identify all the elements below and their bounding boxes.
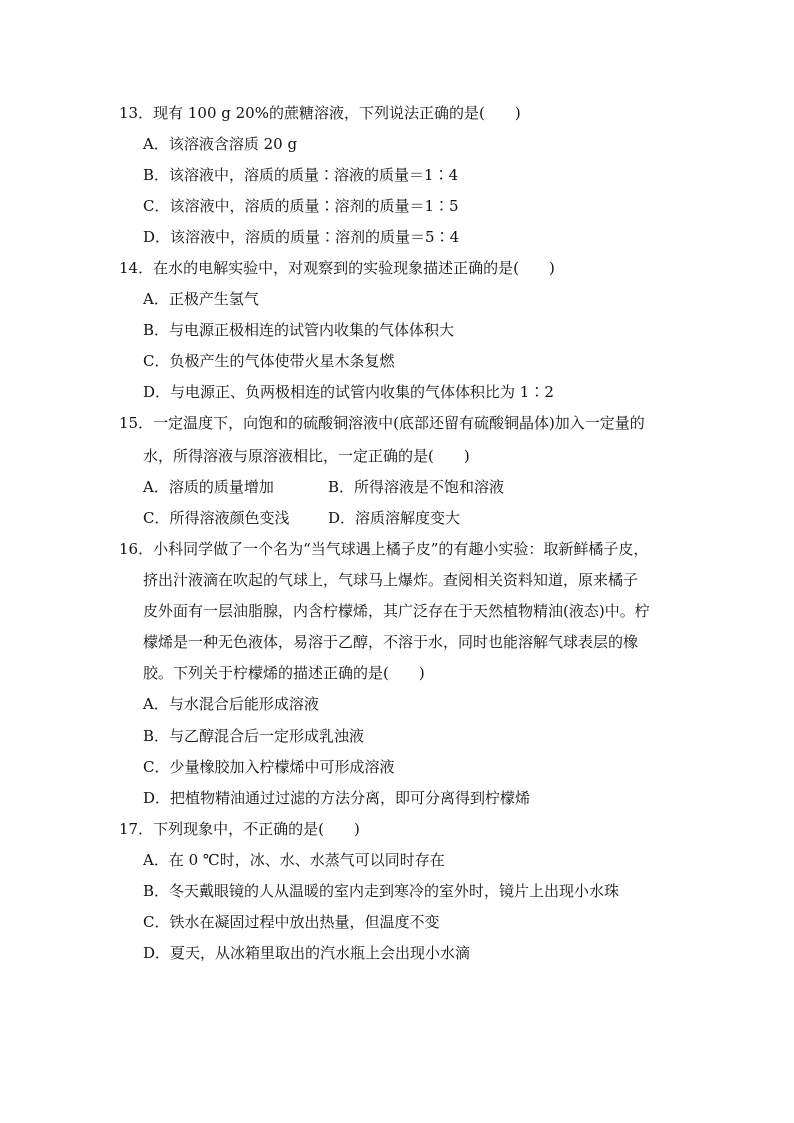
question-stem: 14．在水的电解实验中，对观察到的实验现象描述正确的是( ) xyxy=(119,259,555,277)
option-c: C．该溶液中，溶质的质量∶溶剂的质量＝1∶5 xyxy=(143,197,459,215)
option-a: A．正极产生氢气 xyxy=(143,290,259,308)
question-stem: 15．一定温度下，向饱和的硫酸铜溶液中(底部还留有硫酸铜晶体)加入一定量的 xyxy=(119,414,645,432)
option-d: D．夏天，从冰箱里取出的汽水瓶上会出现小水滴 xyxy=(143,944,471,962)
option-a: A．溶质的质量增加 xyxy=(143,478,274,496)
option-d: D．该溶液中，溶质的质量∶溶剂的质量＝5∶4 xyxy=(143,228,460,246)
option-a: A．该溶液含溶质 20 g xyxy=(143,135,298,153)
option-c: C．负极产生的气体使带火星木条复燃 xyxy=(143,352,395,370)
question-stem: 16．小科同学做了一个名为“当气球遇上橘子皮”的有趣小实验：取新鲜橘子皮， xyxy=(119,540,649,558)
option-d: D．把植物精油通过过滤的方法分离，即可分离得到柠檬烯 xyxy=(143,789,531,807)
question-stem-continued: 挤出汁液滴在吹起的气球上，气球马上爆炸。查阅相关资料知道，原来橘子 xyxy=(143,571,639,589)
option-b: B．与电源正极相连的试管内收集的气体体积大 xyxy=(143,321,455,339)
option-d: D．溶质溶解度变大 xyxy=(328,509,461,527)
option-c: C．少量橡胶加入柠檬烯中可形成溶液 xyxy=(143,758,395,776)
option-a: A．在 0 ℃时，冰、水、水蒸气可以同时存在 xyxy=(143,851,445,869)
option-b: B．该溶液中，溶质的质量∶溶液的质量＝1∶4 xyxy=(143,166,459,184)
option-b: B．与乙醇混合后一定形成乳浊液 xyxy=(143,727,365,745)
question-stem-continued: 胶。下列关于柠檬烯的描述正确的是( ) xyxy=(143,664,425,682)
option-d: D．与电源正、负两极相连的试管内收集的气体体积比为 1∶2 xyxy=(143,383,554,401)
option-a: A．与水混合后能形成溶液 xyxy=(143,695,319,713)
question-stem: 17．下列现象中，不正确的是( ) xyxy=(119,820,360,838)
option-b: B．冬天戴眼镜的人从温暖的室内走到寒冷的室外时，镜片上出现小水珠 xyxy=(143,882,620,900)
option-c: C．所得溶液颜色变浅 xyxy=(143,509,290,527)
question-stem: 13．现有 100 g 20%的蔗糖溶液，下列说法正确的是( ) xyxy=(119,104,521,122)
question-stem-continued: 水，所得溶液与原溶液相比，一定正确的是( ) xyxy=(143,447,470,465)
option-c: C．铁水在凝固过程中放出热量，但温度不变 xyxy=(143,913,440,931)
question-stem-continued: 檬烯是一种无色液体，易溶于乙醇，不溶于水，同时也能溶解气球表层的橡 xyxy=(143,633,639,651)
option-b: B．所得溶液是不饱和溶液 xyxy=(328,478,505,496)
question-stem-continued: 皮外面有一层油脂腺，内含柠檬烯，其广泛存在于天然植物精油(液态)中。柠 xyxy=(143,602,650,620)
